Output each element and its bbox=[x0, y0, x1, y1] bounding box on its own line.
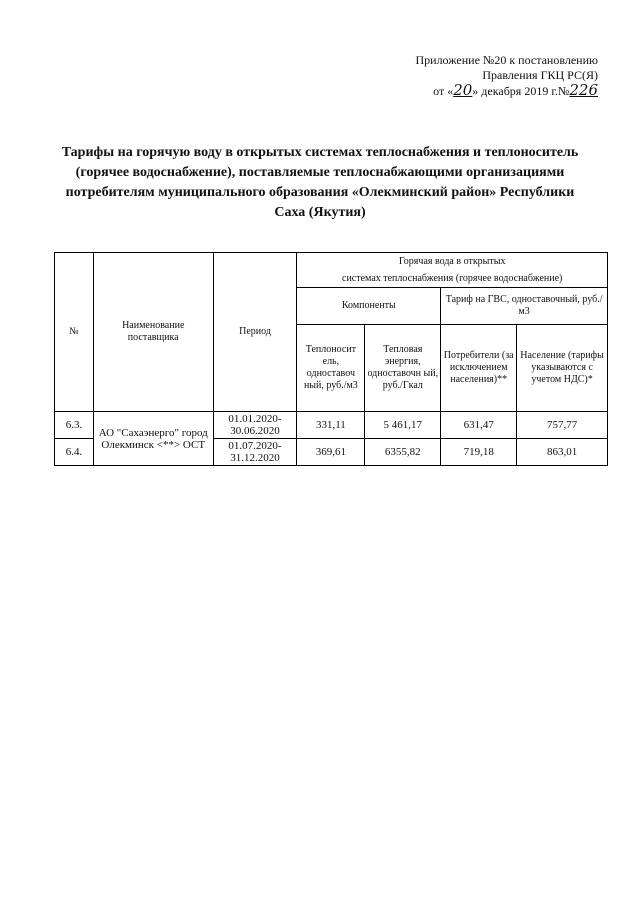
tariff-table bbox=[54, 252, 608, 466]
appendix-line-2: Правления ГКЦ РС(Я) bbox=[482, 68, 598, 82]
header-components: Компоненты bbox=[297, 288, 441, 325]
row-num: 6.4. bbox=[55, 439, 94, 466]
header-supplier: Наименование поставщика bbox=[93, 253, 213, 412]
date-mid: » декабря 2019 г.№ bbox=[472, 84, 570, 98]
handwritten-day: 20 bbox=[453, 81, 473, 99]
header-hot-water-line-1: Горячая вода в открытых bbox=[297, 253, 608, 271]
date-prefix: от « bbox=[433, 84, 454, 98]
header-period: Период bbox=[213, 253, 297, 412]
appendix-header bbox=[415, 53, 598, 99]
appendix-line-3 bbox=[415, 83, 598, 99]
appendix-line-1: Приложение №20 к постановлению bbox=[415, 53, 598, 67]
row-consumers: 631,47 bbox=[441, 412, 517, 439]
row-period: 01.07.2020-31.12.2020 bbox=[213, 439, 297, 466]
row-heat-energy: 5 461,17 bbox=[365, 412, 441, 439]
row-population: 757,77 bbox=[517, 412, 608, 439]
row-num: 6.3. bbox=[55, 412, 94, 439]
table-row bbox=[55, 412, 608, 439]
row-heat-energy: 6355,82 bbox=[365, 439, 441, 466]
header-population: Население (тарифы указываются с учетом НДС)* bbox=[517, 325, 608, 412]
header-num: № bbox=[55, 253, 94, 412]
row-heat-carrier: 369,61 bbox=[297, 439, 365, 466]
supplier-name: АО "Сахаэнерго" город Олекминск <**> ОСТ bbox=[93, 412, 213, 466]
document-title: Тарифы на горячую воду в открытых системах теплоснабжения и теплоноситель (горячее водоснабжение), поставляемые теплоснабжающими организациями потребителям муниципального образования «Олекминский район» Республики Саха (Якутия) bbox=[61, 145, 579, 220]
header-consumers: Потребители (за исключением населения)** bbox=[441, 325, 517, 412]
row-period: 01.01.2020-30.06.2020 bbox=[213, 412, 297, 439]
header-hot-water-line-2: системах теплоснабжения (горячее водоснабжение) bbox=[297, 270, 608, 288]
handwritten-number: 226 bbox=[569, 81, 598, 99]
row-heat-carrier: 331,11 bbox=[297, 412, 365, 439]
row-consumers: 719,18 bbox=[441, 439, 517, 466]
header-tariff: Тариф на ГВС, одноставочный, руб./м3 bbox=[441, 288, 608, 325]
header-heat-energy: Тепловая энергия, одноставочн ый, руб./Гкал bbox=[365, 325, 441, 412]
header-heat-carrier: Теплоносит ель, одноставоч ный, руб./м3 bbox=[297, 325, 365, 412]
row-population: 863,01 bbox=[517, 439, 608, 466]
